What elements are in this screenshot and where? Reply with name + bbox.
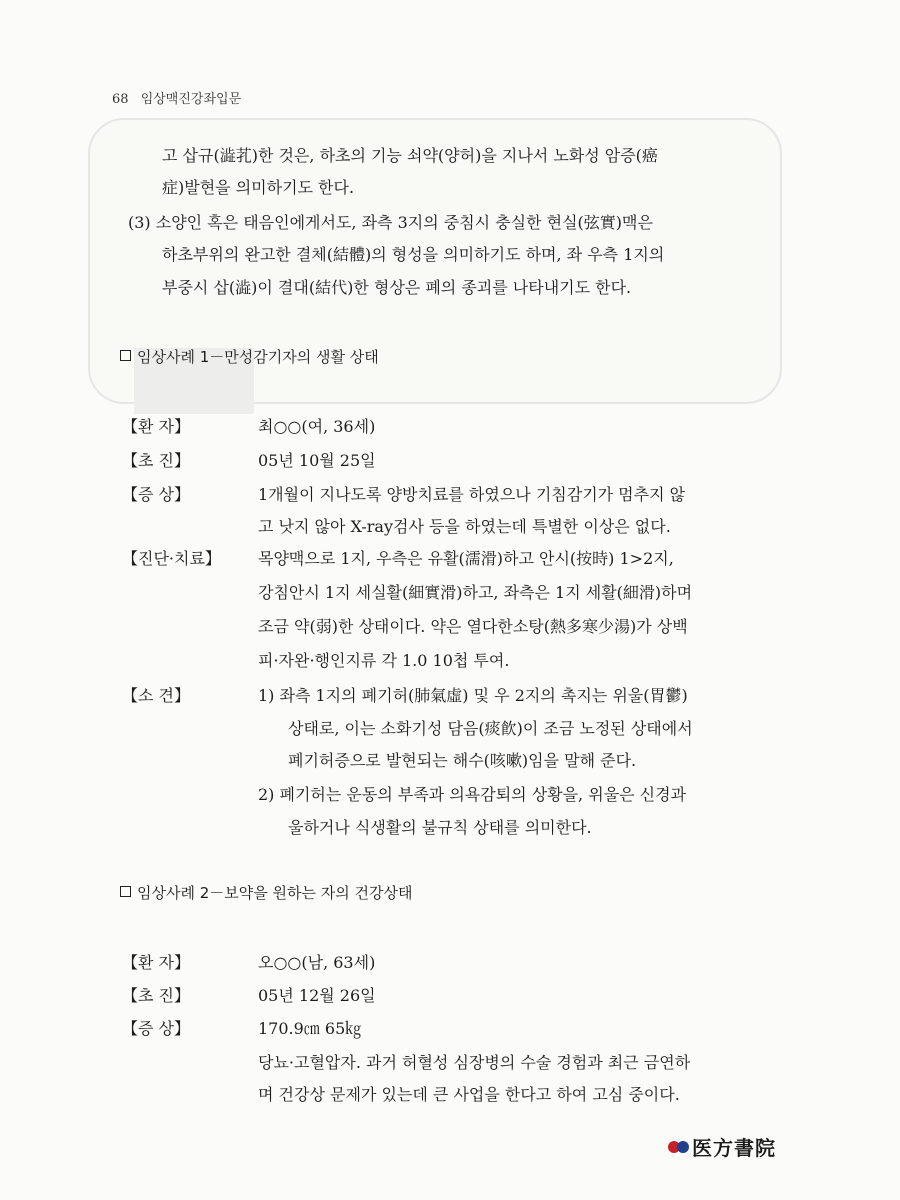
square-bullet-icon <box>120 886 131 897</box>
logo-blue-dot-icon <box>677 1141 689 1153</box>
page-number: 68 <box>112 92 129 107</box>
publisher-logo-text: 医方書院 <box>692 1136 776 1160</box>
intro-line: (3) 소양인 혹은 태음인에게서도, 좌측 3지의 중침시 충실한 현실(弦實)맥은 <box>128 213 653 232</box>
case2-heading: 임상사례 2－보약을 원하는 자의 건강상태 <box>120 882 412 903</box>
case1-finding-line: 상태로, 이는 소화기성 담음(痰飮)이 조금 노정된 상태에서 <box>288 719 693 738</box>
case1-diagnosis-line: 피·자완·행인지류 각 1.0 10첩 투여. <box>258 651 510 670</box>
case1-heading: 임상사례 1－만성감기자의 생활 상태 <box>120 346 379 367</box>
case1-diagnosis-line: 강침안시 1지 세실활(細實滑)하고, 좌측은 1지 세활(細滑)하며 <box>258 583 693 602</box>
case2-body-measure: 170.9㎝ 65㎏ <box>258 1019 362 1038</box>
intro-line: 하초부위의 완고한 결체(結體)의 형성을 의미하기도 하며, 좌 우측 1지의 <box>162 245 665 264</box>
case1-exam: 05년 10월 25일 <box>258 451 376 470</box>
page-header <box>112 88 241 107</box>
case1-exam-label: 【초 진】 <box>122 451 190 470</box>
case1-symptom-line: 1개월이 지나도록 양방치료를 하였으나 기침감기가 멈추지 않 <box>258 485 686 504</box>
case1-findings-label: 【소 견】 <box>122 686 190 705</box>
publisher-logo <box>668 1132 776 1161</box>
case1-finding-line: 1) 좌측 1지의 폐기허(肺氣虛) 및 우 2지의 촉지는 위울(胃鬱) <box>258 686 688 705</box>
case1-symptom-line: 고 낫지 않아 X-ray검사 등을 하였는데 특별한 이상은 없다. <box>258 517 671 536</box>
case2-exam: 05년 12월 26일 <box>258 986 376 1005</box>
intro-line: 症)발현을 의미하기도 한다. <box>162 178 355 197</box>
case1-patient: 최○○(여, 36세) <box>258 417 376 436</box>
case2-symptom-label: 【증 상】 <box>122 1019 190 1038</box>
case1-patient-label: 【환 자】 <box>122 417 190 436</box>
case2-patient: 오○○(남, 63세) <box>258 953 376 972</box>
case2-exam-label: 【초 진】 <box>122 986 190 1005</box>
case1-finding-line: 울하거나 식생활의 불규칙 상태를 의미한다. <box>288 818 592 837</box>
case2-symptom-line: 당뇨·고혈압자. 과거 허혈성 심장병의 수술 경험과 최근 금연하 <box>258 1053 691 1072</box>
square-bullet-icon <box>120 350 131 361</box>
case1-diagnosis-label: 【진단·치료】 <box>122 549 221 568</box>
book-title: 임상맥진강좌입문 <box>140 92 242 107</box>
case2-symptom-line: 며 건강상 문제가 있는데 큰 사업을 한다고 하여 고심 중이다. <box>258 1085 680 1104</box>
case1-symptom-label: 【증 상】 <box>122 485 190 504</box>
intro-line: 고 삽규(澁芤)한 것은, 하초의 기능 쇠약(양허)을 지나서 노화성 암증(癌 <box>162 146 658 165</box>
intro-line: 부중시 삽(澁)이 결대(結代)한 형상은 폐의 종괴를 나타내기도 한다. <box>162 278 632 297</box>
case2-patient-label: 【환 자】 <box>122 953 190 972</box>
case1-diagnosis-line: 목양맥으로 1지, 우측은 유활(濡滑)하고 안시(按時) 1>2지, <box>258 549 674 568</box>
case1-finding-line: 폐기허증으로 발현되는 해수(咳嗽)임을 말해 준다. <box>288 751 637 770</box>
case1-diagnosis-line: 조금 약(弱)한 상태이다. 약은 열다한소탕(熱多寒少湯)가 상백 <box>258 617 688 636</box>
case1-finding-line: 2) 폐기허는 운동의 부족과 의욕감퇴의 상황을, 위울은 신경과 <box>258 785 687 804</box>
